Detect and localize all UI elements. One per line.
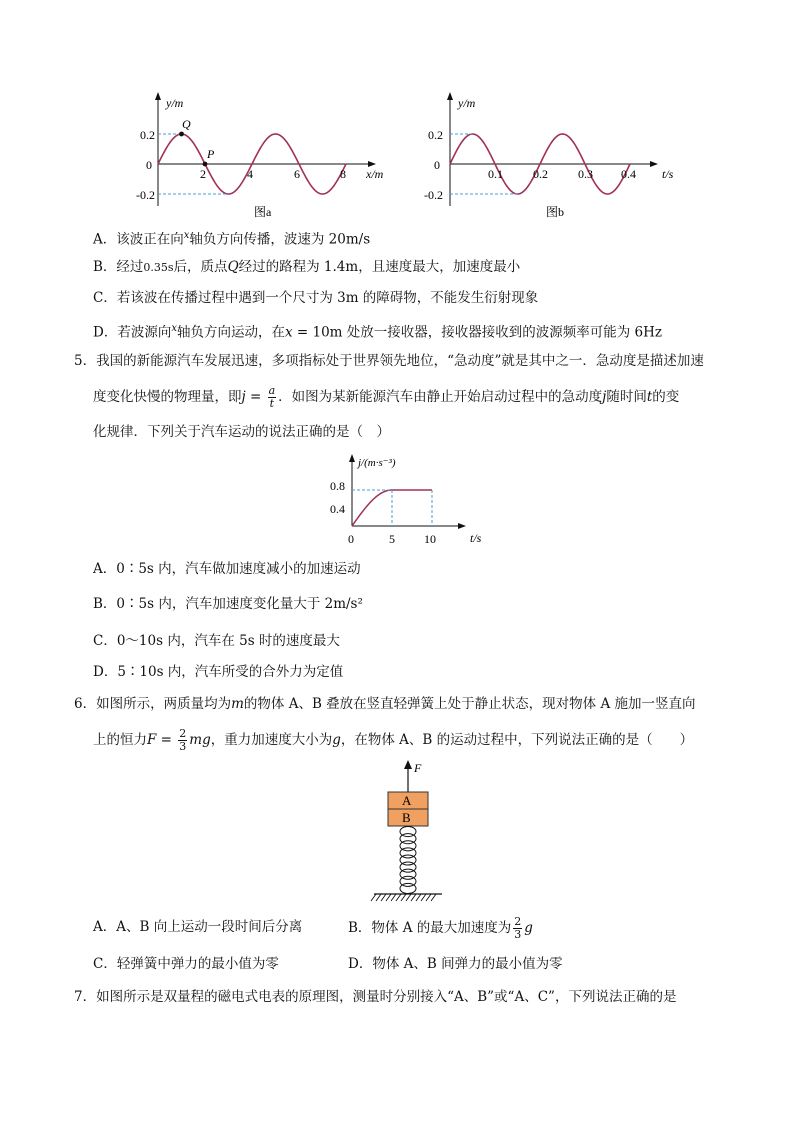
figure-jerk-y-tick-0-4: 0.4 bbox=[330, 502, 345, 516]
q5-stem-line1: 5．我国的新能源汽车发展迅速，多项指标处于世界领先地位，“急动度”就是其中之一．急动度是描述加速 bbox=[74, 353, 704, 369]
figure-a-y-tick-zero: 0 bbox=[146, 158, 152, 172]
figure-b-y-tick-zero: 0 bbox=[434, 158, 440, 172]
figure-a-y-tick-bottom: -0.2 bbox=[136, 188, 155, 202]
q4-option-d-mid: 轴负方向运动，在 bbox=[176, 324, 285, 341]
y-axis-arrow bbox=[349, 454, 355, 462]
q6-line2-pre: 上的恒力 bbox=[93, 732, 147, 748]
hatch-line bbox=[416, 894, 421, 901]
q4-option-c: C．若该波在传播过程中遇到一个尺寸为 3m 的障碍物，不能发生衍射现象 bbox=[93, 290, 539, 306]
q6-option-c: C．轻弹簧中弹力的最小值为零 bbox=[93, 956, 279, 972]
figure-jerk-x-tick-10: 10 bbox=[424, 532, 436, 546]
q4-option-d bbox=[93, 320, 662, 342]
q4-option-d-pre: D．若波源向 bbox=[93, 324, 172, 341]
force-label: F bbox=[414, 761, 422, 775]
q4-option-a bbox=[93, 227, 370, 249]
q5-j-symbol: j bbox=[241, 389, 246, 405]
figure-b-x-tick-0-3: 0.3 bbox=[578, 167, 593, 181]
q6-line2-mid: ，重力加速度大小为 bbox=[210, 732, 333, 748]
point-q bbox=[179, 132, 184, 137]
ground-hatch bbox=[371, 894, 436, 901]
q6-fraction bbox=[178, 728, 187, 753]
figure-b bbox=[420, 88, 690, 228]
q5-option-a: A．0∶5s 内，汽车做加速度减小的加速运动 bbox=[93, 561, 361, 577]
q5-fraction-num: a bbox=[268, 384, 276, 397]
q6-option-b bbox=[348, 914, 533, 942]
q4-option-a-x: x bbox=[183, 230, 190, 241]
q7-stem-line1: 7．如图所示是双量程的磁电式电表的原理图，测量时分别接入“A、B”或“A、C”，下列说法正确的是 bbox=[74, 989, 677, 1005]
q4-option-d-x2: x bbox=[284, 324, 293, 341]
figure-jerk-x-tick-5: 5 bbox=[389, 532, 395, 546]
figure-a-y-axis-label: y/m bbox=[166, 96, 184, 110]
q5-option-d: D．5∶10s 内，汽车所受的合外力为定值 bbox=[93, 664, 344, 680]
q5-line2-mid: ．如图为某新能源汽车由静止开始启动过程中的急动度 bbox=[278, 389, 603, 405]
figure-jerk-y-axis-label: j/(m·s⁻³) bbox=[358, 457, 396, 469]
q5-fraction bbox=[268, 385, 277, 410]
figure-a-plot bbox=[155, 92, 376, 206]
figure-a-x-tick-8: 8 bbox=[340, 167, 346, 181]
q6-option-b-pre: B．物体 A 的最大加速度为 bbox=[348, 920, 512, 936]
hatch-line bbox=[406, 894, 411, 901]
hatch-line bbox=[381, 894, 386, 901]
q5-stem-line2 bbox=[93, 384, 679, 410]
figure-a-point-q-label: Q bbox=[182, 117, 191, 131]
figure-a-y-tick-top: 0.2 bbox=[140, 128, 155, 142]
figure-b-x-axis-label: t/s bbox=[662, 167, 674, 181]
figure-jerk-x-tick-0: 0 bbox=[348, 532, 354, 546]
figure-a-x-axis-label: x/m bbox=[366, 167, 384, 181]
q5-stem-line3: 化规律．下列关于汽车运动的说法正确的是（ ） bbox=[93, 424, 390, 440]
q6-option-b-den: 3 bbox=[514, 928, 522, 941]
block-b-label: B bbox=[402, 810, 411, 825]
q6-line2-post: ，在物体 A、B 的运动过程中，下列说法正确的是（ ） bbox=[340, 732, 694, 748]
hatch-line bbox=[411, 894, 416, 901]
q6-line1-pre: 6．如图所示，两质量均为 bbox=[74, 696, 232, 712]
q6-fraction-den: 3 bbox=[179, 740, 187, 753]
hatch-line bbox=[421, 894, 426, 901]
q4-option-b bbox=[93, 258, 520, 277]
figure-b-plot bbox=[447, 92, 658, 206]
figure-a-x-tick-2: 2 bbox=[200, 167, 206, 181]
q5-option-c: C．0～10s 内，汽车在 5s 时的速度最大 bbox=[93, 633, 340, 649]
hatch-line bbox=[376, 894, 381, 901]
y-axis-arrow bbox=[155, 92, 161, 100]
q6-eq: = bbox=[156, 732, 177, 748]
hatch-line bbox=[391, 894, 396, 901]
q6-option-d: D．物体 A、B 间弹力的最小值为零 bbox=[348, 956, 563, 972]
q6-option-b-g: g bbox=[524, 920, 533, 936]
q6-m-symbol: m bbox=[231, 696, 244, 712]
force-arrow-head bbox=[404, 760, 412, 769]
figure-b-caption: 图b bbox=[546, 205, 565, 219]
q5-line2-mid2: 随时间 bbox=[606, 389, 647, 405]
q6-mg-symbol: mg bbox=[189, 732, 211, 748]
figure-jerk bbox=[320, 450, 500, 554]
figure-a-x-tick-6: 6 bbox=[294, 167, 300, 181]
figure-jerk-x-axis-label: t/s bbox=[470, 531, 482, 545]
q5-line2-pre: 度变化快慢的物理量，即 bbox=[93, 389, 242, 405]
q5-option-b: B．0∶5s 内，汽车加速度变化量大于 2m/s² bbox=[93, 596, 363, 612]
hatch-line bbox=[431, 894, 436, 901]
hatch-line bbox=[371, 894, 376, 901]
q5-eq: = bbox=[245, 389, 266, 405]
figure-a-point-p-label: P bbox=[207, 147, 215, 161]
q4-option-b-q: Q bbox=[227, 259, 239, 275]
q6-stem-line1 bbox=[74, 695, 696, 713]
q5-t-symbol: t bbox=[646, 389, 653, 405]
block-a-label: A bbox=[402, 793, 412, 808]
q4-option-b-post: 经过的路程为 1.4m，且速度最大，加速度最小 bbox=[238, 259, 521, 275]
q6-stem-line2 bbox=[93, 726, 693, 754]
q6-line1-post: 的物体 A、B 叠放在竖直轻弹簧上处于静止状态，现对物体 A 施加一竖直向 bbox=[243, 696, 696, 712]
figure-a bbox=[136, 88, 400, 228]
q6-fraction-num: 2 bbox=[179, 727, 187, 740]
q4-option-b-pre: B．经过 bbox=[93, 259, 144, 275]
figure-b-y-tick-bottom: -0.2 bbox=[424, 188, 443, 202]
figure-spring bbox=[368, 758, 448, 906]
point-p bbox=[203, 162, 208, 167]
figure-b-y-tick-top: 0.2 bbox=[428, 128, 443, 142]
q6-option-b-fraction bbox=[513, 916, 522, 941]
q6-g-symbol: g bbox=[332, 732, 341, 748]
hatch-line bbox=[426, 894, 431, 901]
q6-option-a: A．A、B 向上运动一段时间后分离 bbox=[93, 919, 303, 935]
q6-option-b-num: 2 bbox=[514, 915, 522, 928]
q5-line2-post: 的变 bbox=[652, 389, 680, 405]
hatch-line bbox=[396, 894, 401, 901]
x-axis-arrow bbox=[650, 161, 658, 167]
figure-b-x-tick-0-2: 0.2 bbox=[533, 167, 548, 181]
y-axis-arrow bbox=[447, 92, 453, 100]
spring bbox=[400, 827, 416, 894]
hatch-line bbox=[386, 894, 391, 901]
figure-b-x-tick-0-4: 0.4 bbox=[621, 167, 636, 181]
q4-option-d-eq: = 10m 处放一接收器，接收器接收到的波源频率可能为 6Hz bbox=[292, 324, 663, 341]
q4-option-b-mid: 后，质点 bbox=[173, 259, 228, 275]
hatch-line bbox=[401, 894, 406, 901]
q4-option-a-pre: A．该波正在向 bbox=[93, 231, 184, 248]
figure-b-y-axis-label: y/m bbox=[458, 96, 476, 110]
figure-jerk-y-tick-0-8: 0.8 bbox=[330, 479, 345, 493]
figure-b-x-tick-0-1: 0.1 bbox=[488, 167, 503, 181]
q4-option-a-post: 轴负方向传播，波速为 20m/s bbox=[189, 231, 371, 248]
q6-F-symbol: F bbox=[147, 732, 157, 748]
x-axis-arrow bbox=[458, 523, 466, 529]
q5-j-symbol-2: j bbox=[602, 389, 607, 405]
q5-fraction-den: t bbox=[269, 397, 275, 410]
q4-option-b-time: 0.35s bbox=[143, 261, 174, 274]
figure-a-caption: 图a bbox=[254, 205, 272, 219]
q4-option-d-x: x bbox=[171, 323, 177, 334]
figure-a-x-tick-4: 4 bbox=[247, 167, 253, 181]
spring-coil bbox=[400, 883, 416, 893]
